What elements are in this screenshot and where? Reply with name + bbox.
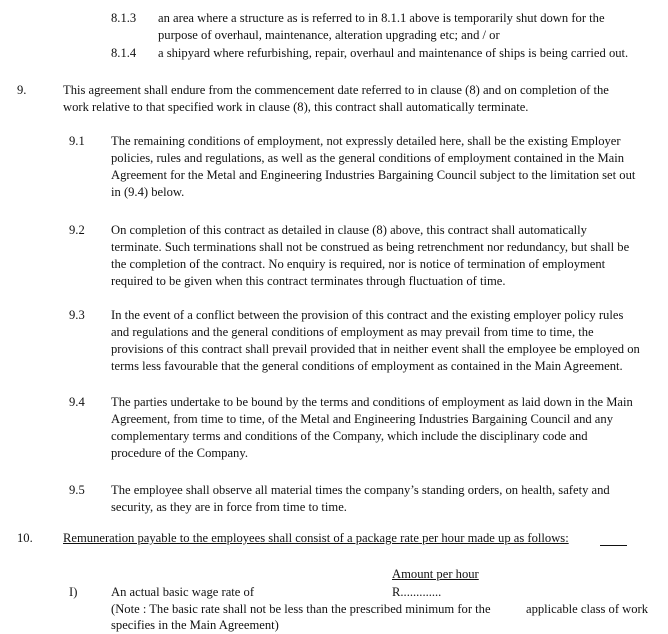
note-line-tail: applicable class of work bbox=[526, 602, 649, 616]
clause-text-line: policies, rules and regulations, as well as the general conditions of employment contained in the Main bbox=[111, 151, 625, 165]
clause-text-line: Agreement for the Metal and Engineering Industries Bargaining Council subject to the limitation set out bbox=[111, 168, 636, 182]
clause-text-line: the completion of the contract. No enquiry is required, nor is notice of termination of employment bbox=[111, 257, 606, 271]
clause-text-line: The remaining conditions of employment, not expressly detailed here, shall be the existing Employer bbox=[111, 134, 621, 148]
clause-text-line: and regulations and the general conditions of employment as may prevail from time to time, the bbox=[111, 325, 594, 339]
clause-text-line: security, as they are in force from time to time. bbox=[111, 500, 347, 514]
item-number: I) bbox=[69, 585, 78, 599]
clause-number: 9.4 bbox=[69, 395, 85, 409]
clause-number: 9.3 bbox=[69, 308, 85, 322]
clause-number: 8.1.4 bbox=[111, 46, 137, 60]
clause-text-line: a shipyard where refurbishing, repair, overhaul and maintenance of ships is being carried out. bbox=[158, 46, 629, 60]
clause-text-line: terms less favourable that the general conditions of employment as contained in the Main Agreement. bbox=[111, 359, 623, 373]
clause-text-line: provisions of this contract shall prevail provided that in neither event shall the employee be employed on bbox=[111, 342, 640, 356]
item-label: An actual basic wage rate of bbox=[111, 585, 255, 599]
clause-text-line: In the event of a conflict between the provision of this contract and the existing employer policy rules bbox=[111, 308, 624, 322]
clause-number: 10. bbox=[17, 531, 33, 545]
amount-per-hour-header: Amount per hour bbox=[392, 567, 479, 581]
clause-text-line: procedure of the Company. bbox=[111, 446, 248, 460]
clause-text-line: The parties undertake to be bound by the terms and conditions of employment as laid down in the Main bbox=[111, 395, 633, 409]
heading-underline-extension bbox=[600, 545, 627, 546]
clause-text-line: purpose of overhaul, maintenance, alteration upgrading etc; and / or bbox=[158, 28, 500, 42]
clause-number: 9.2 bbox=[69, 223, 85, 237]
clause-number: 8.1.3 bbox=[111, 11, 137, 25]
clause-text-line: terminate. Such terminations shall not be construed as being retrenchment nor redundancy, but shall be bbox=[111, 240, 630, 254]
clause-number: 9. bbox=[17, 83, 27, 97]
clause-text-line: On completion of this contract as detailed in clause (8) above, this contract shall automatically bbox=[111, 223, 587, 237]
clause-text-line: an area where a structure as is referred to in 8.1.1 above is temporarily shut down for the bbox=[158, 11, 605, 25]
note-line: specifies in the Main Agreement) bbox=[111, 618, 279, 632]
clause-text-line: required to be given when this contract terminates through fluctuation of time. bbox=[111, 274, 506, 288]
clause-number: 9.1 bbox=[69, 134, 85, 148]
clause-number: 9.5 bbox=[69, 483, 85, 497]
clause-text-line: This agreement shall endure from the commencement date referred to in clause (8) and on completion of the bbox=[63, 83, 609, 97]
clause-text-line: work relative to that specified work in clause (8), this contract shall automatically terminate. bbox=[63, 100, 529, 114]
note-line: (Note : The basic rate shall not be less than the prescribed minimum for the bbox=[111, 602, 491, 616]
item-value: R............. bbox=[392, 585, 442, 599]
clause-text-line: Agreement, from time to time, of the Metal and Engineering Industries Bargaining Council and any bbox=[111, 412, 613, 426]
clause-text-line: complementary terms and conditions of the Company, which include the disciplinary code and bbox=[111, 429, 588, 443]
clause-heading: Remuneration payable to the employees shall consist of a package rate per hour made up as follows: bbox=[63, 531, 569, 545]
clause-text-line: in (9.4) below. bbox=[111, 185, 185, 199]
clause-text-line: The employee shall observe all material times the company’s standing orders, on health, safety and bbox=[111, 483, 610, 497]
